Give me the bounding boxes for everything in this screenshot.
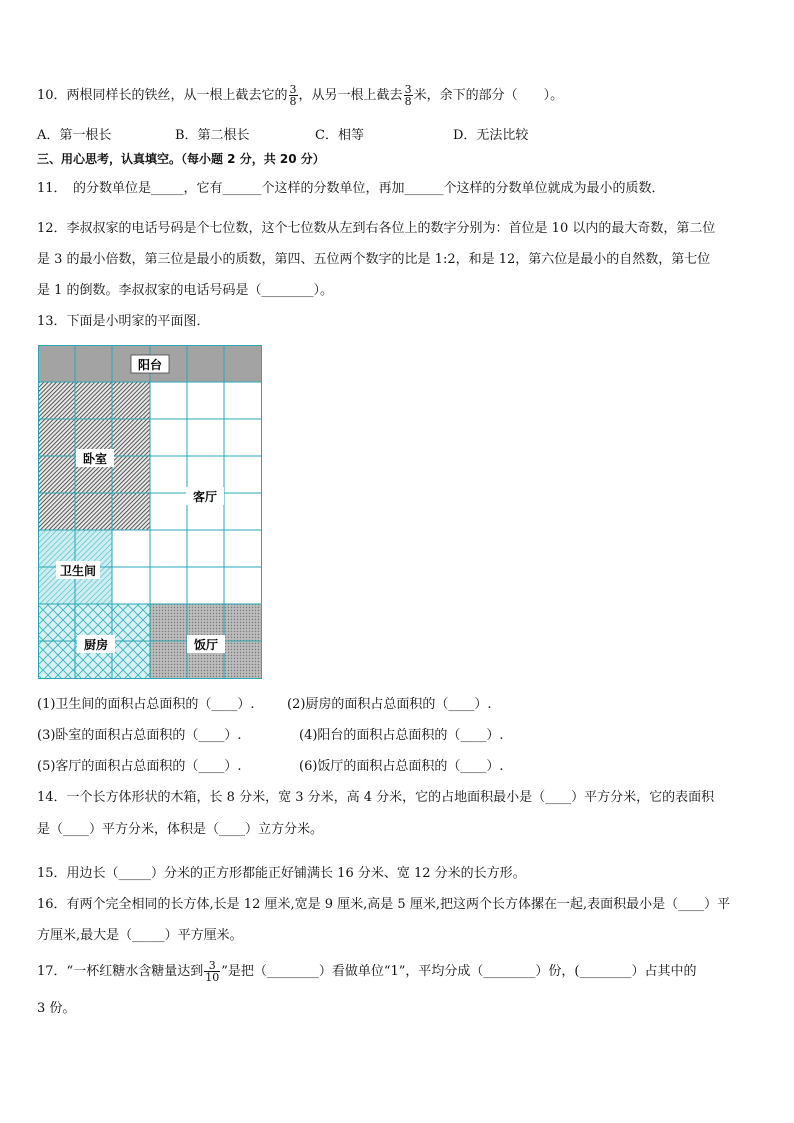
q15-text: 15．用边长（_____）分米的正方形都能正好铺满长 16 分米、宽 12 分米的长方形。	[37, 866, 526, 881]
q13-sub-1: (1)卫生间的面积占总面积的（____）.	[37, 697, 255, 712]
bathroom-label: 卫生间	[59, 564, 97, 578]
kitchen-label: 厨房	[83, 638, 109, 652]
balcony-label: 阳台	[137, 358, 163, 372]
q12-line-1: 12．李叔叔家的电话号码是个七位数，这个七位数从左到右各位上的数字分别为：首位是 10 以内的最大奇数，第二位	[37, 221, 716, 236]
q16-line-1: 16．有两个完全相同的长方体,长是 12 厘米,宽是 9 厘米,高是 5 厘米,把这两个长方体摞在一起,表面积最小是（____）平	[37, 897, 731, 912]
q12-line-2: 是 3 的最小倍数，第三位是最小的质数，第四、五位两个数字的比是 1:2，和是 12，第六位是最小的自然数，第七位	[37, 252, 711, 267]
q10-text-b: ，从另一根上截去	[298, 88, 403, 103]
q10-option-b[interactable]: B．第二根长	[175, 128, 250, 143]
q13-intro: 13．下面是小明家的平面图．	[37, 314, 210, 329]
floor-plan	[38, 345, 262, 679]
q17-line-1	[37, 960, 696, 983]
q10-fraction-2: $\frac{3}{8}$	[404, 83, 412, 108]
q14-line-2: 是（____）平方分米，体积是（____）立方分米。	[37, 822, 324, 837]
q10-text-a: 10．两根同样长的铁丝，从一根上截去它的	[37, 88, 288, 103]
q16-line-2: 方厘米,最大是（_____）平方厘米。	[37, 928, 243, 943]
q17-line-2: 3 份。	[37, 1001, 76, 1016]
q17-text-a: 17．“一杯红糖水含糖量达到	[37, 964, 204, 979]
section-3-heading: 三、用心思考，认真填空。（每小题 2 分，共 20 分）	[37, 152, 325, 166]
bedroom-label: 卧室	[82, 452, 108, 466]
q10-option-d[interactable]: D．无法比较	[453, 128, 529, 143]
q14-line-1: 14．一个长方体形状的木箱，长 8 分米，宽 3 分米，高 4 分米，它的占地面积最小是（____）平方分米，它的表面积	[37, 790, 715, 805]
q17-text-b: ”是把（________）看做单位“1”，平均分成（________）份，(________）占其中的	[221, 964, 697, 979]
q13-sub-3: (3)卧室的面积占总面积的（____）.	[37, 728, 242, 743]
q12-line-3: 是 1 的倒数。李叔叔家的电话号码是（________）。	[37, 283, 334, 298]
q10-line	[37, 84, 563, 107]
q13-sub-6: (6)饭厅的面积占总面积的（____）.	[299, 759, 504, 774]
q10-option-a[interactable]: A．第一根长	[37, 128, 112, 143]
q10-fraction-1: $\frac{3}{8}$	[289, 83, 297, 108]
q10-text-c: 米，余下的部分（ ）。	[413, 88, 564, 103]
q11-text: 11． 的分数单位是_____，它有______个这样的分数单位，再加______个这样的分数单位就成为最小的质数．	[37, 181, 665, 196]
q13-sub-2: (2)厨房的面积占总面积的（____）.	[287, 697, 492, 712]
dining-label: 饭厅	[193, 638, 219, 652]
q13-sub-4: (4)阳台的面积占总面积的（____）.	[299, 728, 504, 743]
q13-sub-5: (5)客厅的面积占总面积的（____）.	[37, 759, 242, 774]
q10-option-c[interactable]: C．相等	[315, 128, 364, 143]
living-label: 客厅	[192, 490, 218, 504]
q17-fraction: $\frac{3}{10}$	[205, 959, 220, 984]
